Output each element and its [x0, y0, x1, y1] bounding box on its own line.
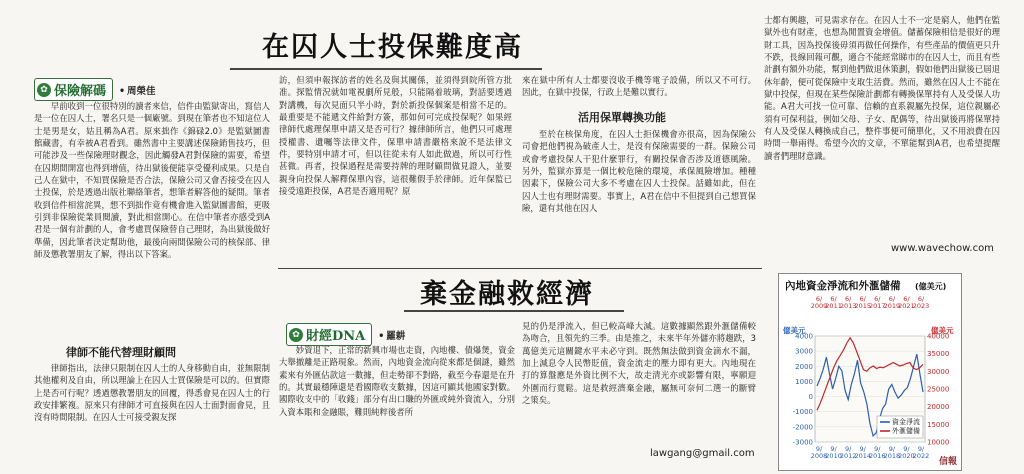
y-right-tick-label: 35000	[927, 350, 950, 359]
x-top-tick-labels	[811, 295, 930, 310]
article1-subhead-2: 活用保單轉換功能	[578, 111, 666, 124]
article1-body-col3: 來在獄中所有人士都要沒收手機等電子設備，所以又不可行。因此，在獄中投保，行政上是難以實行。	[522, 75, 756, 98]
article2-body-col1: 妙資退下，正常的新興市場也走資，內地樓、債爆煲，資金大舉撤離是正路現象。然而，內地資金流向從來都是個謎，雖然素來有外匯佔款這一數據，但走勢卻不對路，截至今春還是在升的。其實最穩陣還是看國際收支數據，因這可顯其他國家對數。國際收支中的「收錢」部分有出口賺的外匯或純外資流入，分別入資本賬和金融賬，難則純粹後者所	[279, 345, 515, 417]
y-left-tick-label: 2000	[795, 362, 813, 371]
newspaper-watermark: 信報	[939, 457, 958, 467]
article2-column-badge	[286, 323, 405, 346]
y-left-tick-label: 3000	[795, 347, 813, 356]
article1-website[interactable]: www.wavechow.com	[891, 243, 994, 254]
article1-headline: 在囚人士投保難度高	[262, 32, 523, 63]
y-left-tick-label: 1000	[795, 377, 813, 386]
x-top-tick-label: 6/ 2017	[869, 295, 886, 310]
article1-body-col1b: 律師指出，法律只限制在囚人士的人身移動自由，並無限制其他權利及自由，所以理論上在囚人士買保險是可以的。但實際上是否可行呢？透過懲教署朋友的回覆，得悉會見在囚人士的行政安排繁複。原來只有律師才可直接與在囚人士面對面會見，且沒有時間限制。在囚人士可接受親友探	[34, 363, 270, 423]
article1-body-col2: 訪，但須申報探訪者的姓名及與其關係，並須得到院所管方批准。探監情況就如電視劇所見般，只能隔着玻璃，對話要透過對講機，每次見面只半小時，對於新投保個案是相當不足的。最重要是不能遞文件給對方簽，那如何可完成投保呢？如果經律師代處理保單申請又是否可行？據律師所言，他們只可處理授權書、遺囑等法律文件，保單申請書嚴格來說不是法律文件，要特別申請才可，但以往從未有人如此做過，所以可行性甚微。再者，投保過程是需要持牌的理財顧問做見證人，並要親身向投保人解釋保單內容，這很難假手於律師。近年保監已接受遠距投保，A君是否適用呢？原	[279, 75, 512, 197]
y-left-tick-labels	[793, 333, 813, 447]
chart-legend	[877, 416, 923, 438]
article-separator	[278, 268, 762, 269]
article1-body-col3b: 至於在核保角度，在囚人士拒保機會亦很高，因為保險公司會把他們視為破產人士，是沒有保險需要的一群。保險公司或會考慮投保人干犯什麼罪行，有關投保會否涉及道德風險。另外，監獄亦算是一個比較危險的環境，承保風險增加。種種因素下，保險公司大多不考慮在囚人士投保。話雖如此，但在囚人士也有理財需要。事實上，A君在信中不但提到自己想買保險，還有其他在囚人	[522, 129, 756, 214]
y-left-tick-label: 0	[808, 393, 813, 402]
x-top-tick-label: 6/ 2021	[898, 295, 915, 310]
y-left-tick-label: -2000	[792, 423, 813, 432]
y-left-tick-label: -3000	[792, 438, 813, 447]
article2-body-col2: 見的仍是淨流入，但已較高峰大減。這數據顯然跟外滙儲備較為吻合，且領先約三季。由是推之，未來半年外儲亦將趨跌，3萬億美元這關鍵水平未必守到。既然無法做到資金滴水不漏，加上減息令人民幣貶值，資金流走的壓力即有更大。內地現在打的算盤應是外資比例不大，故走清光亦或影響有限，寧願迎外圍而行寬鬆。這是救經濟棄金融，屬無可奈何二選一的斷臂之策矣。	[522, 321, 756, 406]
x-top-tick-label: 6/ 2009	[810, 295, 828, 310]
x-bottom-tick-label: 9/ 2010	[825, 445, 842, 460]
x-bottom-tick-label: 9/ 2018	[883, 445, 901, 460]
y-right-tick-label: 20000	[927, 403, 950, 412]
article2-author: • 羅耕	[378, 330, 406, 342]
y-right-tick-label: 30000	[927, 367, 950, 376]
x-top-tick-label: 6/ 2011	[825, 295, 842, 310]
y-left-axis-label: 億美元	[783, 326, 806, 335]
article2-email[interactable]: lawgang@gmail.com	[650, 448, 755, 459]
fx-chart	[778, 273, 962, 471]
chart-title-unit: (億美元)	[915, 282, 947, 291]
fx-chart-svg	[779, 274, 961, 470]
chart-title: 內地資金淨流和外滙儲備	[785, 280, 901, 292]
column-leaf-icon: ✿	[289, 328, 303, 342]
article1-headline-rule	[230, 68, 542, 70]
article1-column-name: 保險解碼	[54, 84, 107, 99]
y-right-axis-label: 億美元	[931, 326, 954, 335]
x-top-tick-label: 6/ 2019	[883, 295, 901, 310]
legend-label: 資金淨流	[892, 418, 920, 426]
x-bottom-tick-label: 9/ 2016	[869, 445, 886, 460]
legend-label: 外滙儲備	[892, 427, 920, 435]
x-bottom-tick-label: 9/ 2012	[839, 445, 857, 460]
article1-subhead-1: 律師不能代替理財顧問	[66, 346, 176, 359]
x-bottom-tick-label: 9/ 2022	[912, 445, 930, 460]
x-top-tick-label: 6/ 2023	[912, 295, 930, 310]
y-right-tick-label: 10000	[927, 438, 950, 447]
x-top-tick-label: 6/ 2015	[854, 295, 871, 310]
x-top-tick-label: 6/ 2013	[839, 295, 857, 310]
y-right-tick-labels	[927, 333, 949, 447]
article2-column-name: 財經DNA	[306, 329, 366, 344]
x-bottom-tick-label: 9/ 2020	[898, 445, 915, 460]
y-right-tick-label: 25000	[927, 385, 950, 394]
article1-body-col1: 早前收到一位很特別的讀者來信，信件由監獄寄出，寫信人是一位在囚人士，署名只是一個廠號。到現在筆者也不知這位人士是男是女，姑且稱為A君。原來拙作《錦碌2.0》是監獄圖書館藏書，有幸被A君看到。雖然書中主要講述保險銷售技巧，但可能涉及一些保險理財觀念，因此觸發A君對保險的需要，希望在囚期間開富也得到增值，待出獄後便能享受優利成果。只是自己人在獄中，不知買保險是否合法，保險公司又會否接受在囚人士投保，於是透過出版社聯絡筆者，想筆者解答他的疑問。筆者收到信件相當詫異，想不到拙作竟有機會進入監獄圖書館，更吸引到非保險從業員閱讀，對此相當開心。在信中筆者亦感受到A君是一個有計劃的人，會考慮買保險替自己理財，為出獄後做好準備，因此筆者決定幫助他，最後向兩間保險公司的核保部、律師及懲教署朋友了解，得出以下答案。	[34, 101, 270, 260]
article1-body-col4: 士都有興趣，可見需求存在。在囚人士不一定是窮人，他們在監獄外也有財產，也想為閒置資金增值。儲蓄保險相信是很好的理財工具，因為投保後毋須再做任何操作，有些產品的價值更只升不跌，長線回報可觀，適合不能經常睇市的在囚人士，而且有些計劃有額外功能，幫到他們做退休策劃，假如他們出獄後已屆退休年齡，便可從保險中支取生活費。然而，雖然在囚人士不能在獄中投保，但現在某些保險計劃都有轉換保單持有人及受保人功能。A君大可找一位可靠、信賴的直系親屬先投保，這位親屬必須有可保利益，例如父母、子女、配偶等，待出獄後再將保單持有人及受保人轉換成自己，整件事便可簡單化，又不用浪費在囚時間一舉兩得。希望今次的文章，不單能幫到A君，也希望提醒讀者們理財意識。	[764, 15, 1000, 161]
y-left-tick-label: -1000	[792, 408, 813, 417]
article1-author: • 周榮佳	[119, 85, 156, 97]
article2-headline: 棄金融救經濟	[420, 279, 594, 310]
article2-headline-rule	[404, 310, 624, 312]
x-bottom-tick-labels	[811, 445, 930, 460]
x-bottom-tick-label: 9/ 2008	[810, 445, 828, 460]
x-bottom-tick-label: 9/ 2014	[854, 445, 871, 460]
y-right-tick-label: 15000	[927, 420, 950, 429]
y-right-tick-label: 40000	[927, 332, 950, 341]
article1-column-badge	[34, 78, 156, 101]
y-left-tick-label: 4000	[795, 332, 813, 341]
column-leaf-icon: ✿	[37, 83, 51, 97]
